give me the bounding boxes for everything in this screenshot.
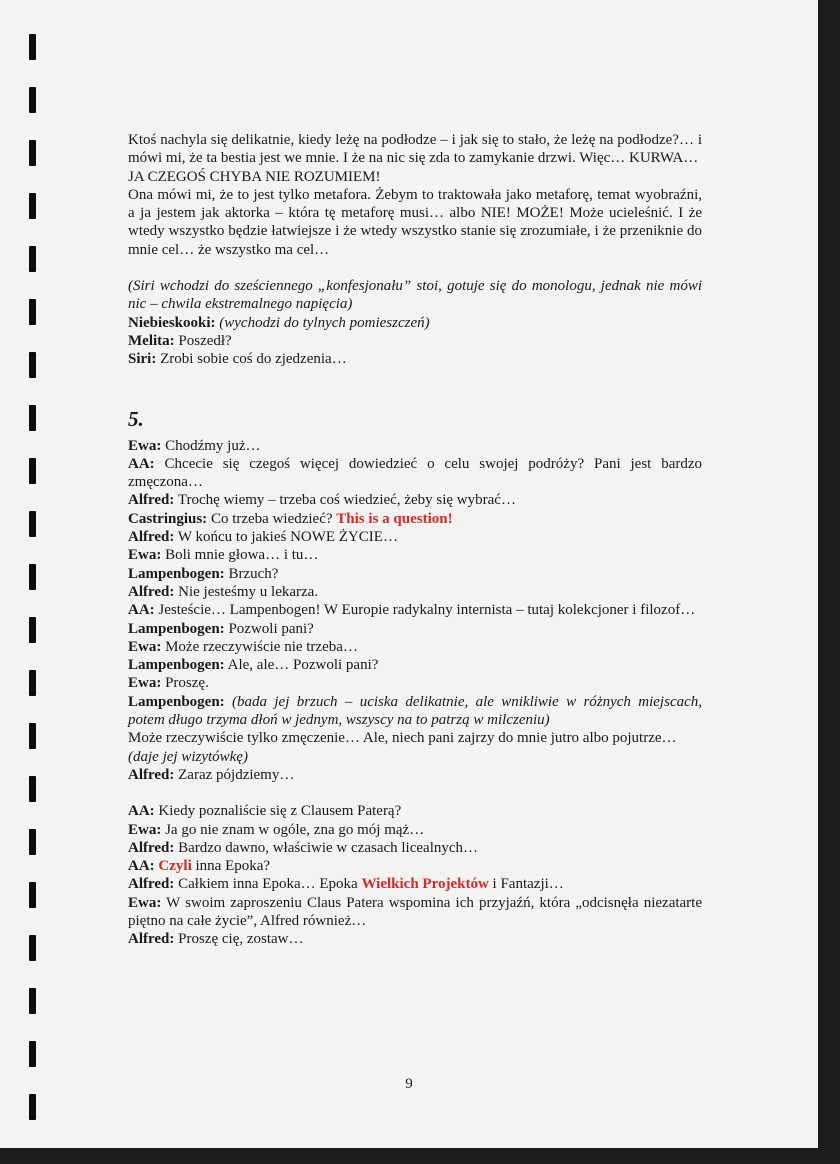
binder-hole — [29, 670, 36, 696]
speaker-name: Ewa: — [128, 894, 162, 911]
speaker-name: Melita: — [128, 332, 175, 349]
binder-hole — [29, 193, 36, 219]
dialogue-line — [128, 437, 702, 455]
dialogue-line — [128, 620, 702, 638]
speaker-name: Alfred: — [128, 931, 175, 948]
dialogue-line — [128, 875, 702, 893]
binder-hole — [29, 405, 36, 431]
line-text: Chodźmy już… — [165, 437, 261, 454]
line-text: Trochę wiemy – trzeba coś wiedzieć, żeby się wybrać… — [177, 492, 516, 509]
line-text: Poszedł? — [178, 332, 232, 349]
speaker-name: Alfred: — [128, 529, 175, 546]
speaker-name: Lampenbogen: — [128, 693, 225, 710]
monologue-paragraph: Ktoś nachyla się delikatnie, kiedy leżę na podłodze – i jak się to stało, że leżę na podłodze?… i mówi mi, że ta bestia jest we mnie. I że na nic się zda to zamykanie drzwi. Więc… KURWA… — [128, 132, 702, 167]
dialogue-line — [128, 491, 702, 509]
line-text: Kiedy poznaliście się z Clausem Paterą? — [158, 803, 402, 820]
binder-hole — [29, 988, 36, 1014]
dialogue-continuation: Może rzeczywiście tylko zmęczenie… Ale, niech pani zajrzy do mnie jutro albo pojutrze… — [128, 730, 677, 747]
line-text: Co trzeba wiedzieć? — [210, 510, 333, 527]
dialogue-line — [128, 528, 702, 546]
line-text: Może rzeczywiście nie trzeba… — [165, 638, 358, 655]
scene-dialogue — [128, 437, 702, 730]
stage-direction: (wychodzi do tylnych pomieszczeń) — [219, 314, 430, 331]
stage-direction: (Siri wchodzi do sześciennego „konfesjonału” stoi, gotuje się do monologu, jednak nie mówi nic – chwila ekstremalnego napięcia) — [128, 278, 702, 313]
line-text: Proszę. — [165, 675, 209, 692]
dialogue-line — [128, 583, 702, 601]
binder-hole — [29, 617, 36, 643]
dialogue-line — [128, 332, 702, 350]
speaker-name: Ewa: — [128, 547, 162, 564]
dialogue-line — [128, 601, 702, 619]
speaker-name: Lampenbogen: — [128, 565, 225, 582]
binder-hole — [29, 776, 36, 802]
line-text: Chcecie się czegoś więcej dowiedzieć o celu swojej podróży? Pani jest bardzo zmęczona… — [128, 455, 703, 491]
speaker-name: Lampenbogen: — [128, 657, 225, 674]
line-text: Zaraz pójdziemy… — [178, 766, 295, 783]
binder-hole — [29, 458, 36, 484]
speaker-name: Siri: — [128, 351, 157, 368]
line-text: Ja go nie znam w ogóle, zna go mój mąż… — [165, 821, 425, 838]
binder-hole — [29, 1094, 36, 1120]
speaker-name: Ewa: — [128, 437, 162, 454]
binder-hole — [29, 882, 36, 908]
speaker-name: Alfred: — [128, 876, 175, 893]
binder-hole — [29, 723, 36, 749]
line-text: Całkiem inna Epoka… Epoka — [178, 876, 358, 893]
page-number: 9 — [405, 1076, 413, 1092]
binder-hole — [29, 829, 36, 855]
monologue-paragraph: Ona mówi mi, że to jest tylko metafora. Żebym to traktowała jako metaforę, temat wyobraźni, a ja jestem jak aktorka – która tę metaforę musi… albo NIE! MOŻE! Może ucieleśnić. I że wtedy wszystko będzie łatwiejsze i że wtedy wszystko stanie się zrozumiałe, i że przeniknie do mnie cel… że wszystko ma cel… — [128, 186, 702, 258]
dialogue-line — [128, 350, 702, 368]
speaker-name: Castringius: — [128, 510, 208, 527]
dialogue-line — [128, 894, 702, 931]
line-text: i Fantazji… — [492, 876, 564, 893]
dialogue-line — [128, 546, 702, 564]
dialogue-line — [128, 674, 702, 692]
script-text — [128, 131, 702, 949]
speaker-name: Alfred: — [128, 492, 175, 509]
speaker-name: Alfred: — [128, 839, 175, 856]
line-text: Nie jesteśmy u lekarza. — [178, 583, 319, 600]
speaker-name: AA: — [128, 858, 155, 875]
dialogue-line — [128, 839, 702, 857]
binder-hole — [29, 935, 36, 961]
dialogue-line — [128, 510, 702, 528]
monologue-exclamation: JA CZEGOŚ CHYBA NIE ROZUMIEM! — [128, 168, 381, 185]
binder-hole — [29, 511, 36, 537]
dialogue-line — [128, 821, 702, 839]
line-text: Proszę cię, zostaw… — [178, 931, 304, 948]
binder-holes — [0, 0, 40, 1164]
line-text: Brzuch? — [228, 565, 279, 582]
highlighted-text: This is a question! — [336, 510, 453, 527]
speaker-name: Lampenbogen: — [128, 620, 225, 637]
binder-hole — [29, 140, 36, 166]
dialogue-line — [128, 857, 702, 875]
dialogue-line — [128, 638, 702, 656]
stage-direction: (daje jej wizytówkę) — [128, 748, 248, 765]
dialogue-line — [128, 314, 702, 332]
highlighted-text: Czyli — [158, 858, 192, 875]
dialogue-line — [128, 930, 702, 948]
speaker-name: AA: — [128, 602, 155, 619]
binder-hole — [29, 299, 36, 325]
binder-hole — [29, 34, 36, 60]
speaker-name: AA: — [128, 455, 155, 472]
stage-direction: (bada jej brzuch – uciska delikatnie, ale wnikliwie w różnych miejscach, potem długo trzyma dłoń w jednym, wszyscy na to patrzą w milczeniu) — [128, 693, 703, 729]
line-text: Pozwoli pani? — [228, 620, 314, 637]
line-text: Ale, ale… Pozwoli pani? — [227, 657, 379, 674]
line-text: W końcu to jakieś NOWE ŻYCIE… — [177, 529, 398, 546]
speaker-name: Alfred: — [128, 766, 175, 783]
dialogue-line — [128, 565, 702, 583]
dialogue-line — [128, 802, 702, 820]
line-text: Jesteście… Lampenbogen! W Europie radykalny internista – tutaj kolekcjoner i filozof… — [158, 602, 696, 619]
dialogue-line — [128, 455, 702, 492]
binder-hole — [29, 87, 36, 113]
line-text: Boli mnie głowa… i tu… — [165, 547, 319, 564]
dialogue-line — [128, 766, 702, 784]
speaker-name: Ewa: — [128, 821, 162, 838]
line-text: inna Epoka? — [195, 858, 271, 875]
line-text: W swoim zaproszeniu Claus Patera wspomina ich przyjaźń, która „odcisnęła niezatarte piętno na całe życie”, Alfred również… — [128, 894, 703, 929]
speaker-name: Alfred: — [128, 583, 175, 600]
binder-hole — [29, 1041, 36, 1067]
speaker-name: Ewa: — [128, 675, 162, 692]
highlighted-text: Wielkich Projektów — [361, 876, 489, 893]
dialogue-line — [128, 656, 702, 674]
speaker-name: Ewa: — [128, 638, 162, 655]
scene-number: 5. — [128, 406, 144, 431]
binder-hole — [29, 564, 36, 590]
speaker-name: Niebieskooki: — [128, 314, 216, 331]
line-text: Zrobi sobie coś do zjedzenia… — [160, 351, 347, 368]
binder-hole — [29, 246, 36, 272]
line-text: Bardzo dawno, właściwie w czasach licealnych… — [178, 839, 479, 856]
scene-dialogue — [128, 802, 702, 857]
dialogue-line — [128, 693, 702, 730]
speaker-name: AA: — [128, 803, 155, 820]
binder-hole — [29, 352, 36, 378]
